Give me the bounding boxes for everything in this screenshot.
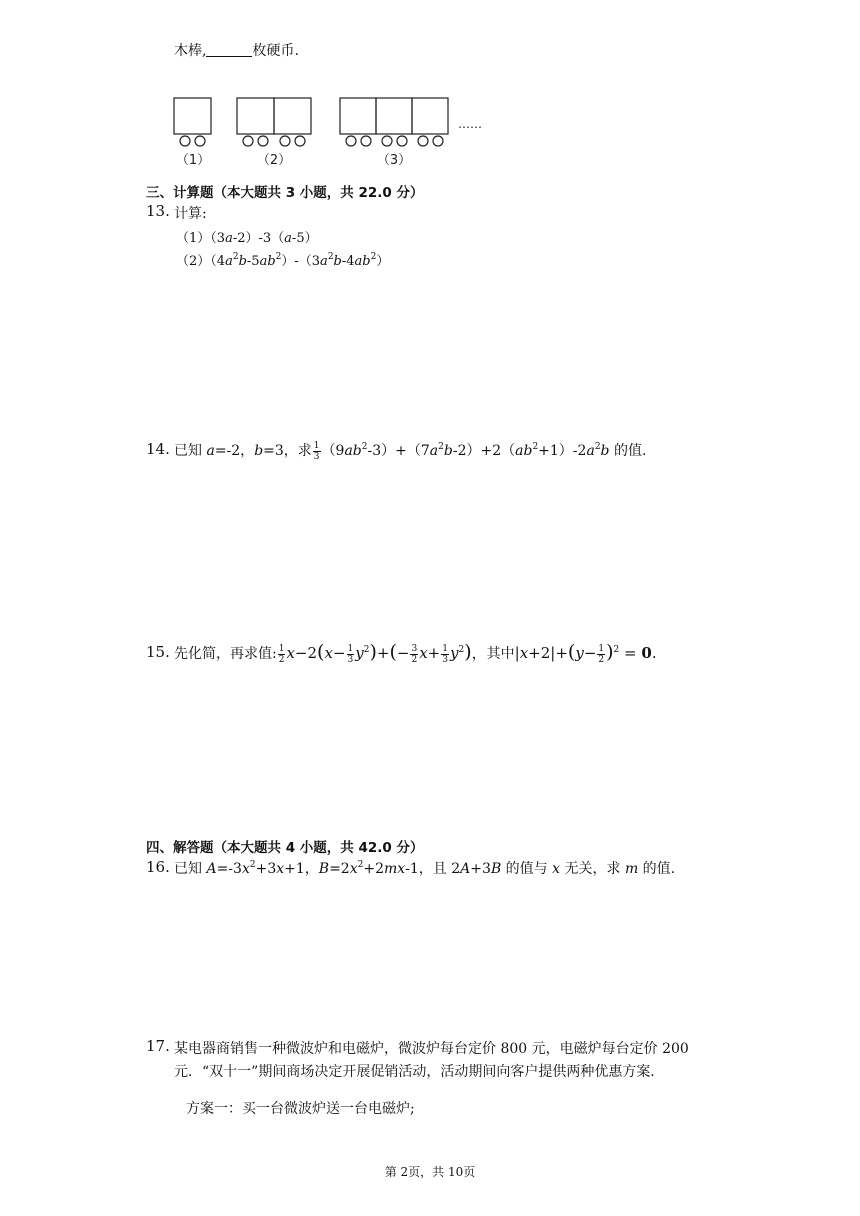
figure1-coin	[195, 136, 205, 146]
q15-statement	[174, 641, 657, 665]
figure2-coin	[280, 136, 290, 146]
q13-part1-expr: （3a-2）-3（a-5）	[210, 231, 318, 246]
q15-condition: |x+2|+(y− $\frac{1}{2}$ )$^2$ = 0.	[514, 641, 657, 665]
top-suffix: 枚硬币.	[252, 43, 299, 59]
q16-statement: 已知 $A=-3x^2+3x+1$，$B=2x^2+2mx-1$，且 2A+3B 的值与 x 无关，求 m 的值.	[174, 860, 676, 877]
q17-plan1: 方案一：买一台微波炉送一台电磁炉;	[186, 1101, 415, 1117]
q13-part1-label: （1）	[176, 231, 211, 246]
q17-number: 17.	[146, 1037, 170, 1055]
figure2-label: （2）	[256, 153, 292, 168]
figure3-label: （3）	[376, 153, 412, 168]
section3-title: 三、计算题（本大题共 3 小题，共 22.0 分）	[146, 185, 424, 201]
figure3-coin	[397, 136, 407, 146]
figure3-coin	[346, 136, 356, 146]
figure3-coin	[361, 136, 371, 146]
q13-intro: 计算:	[174, 206, 207, 222]
q16-number: 16.	[146, 858, 170, 876]
page-footer: 第 2页，共 10页	[384, 1165, 476, 1179]
q13-part2-label: （2）	[176, 254, 211, 269]
matchstick-coin-figure	[165, 92, 505, 172]
q17-line1: 某电器商销售一种微波炉和电磁炉，微波炉每台定价 800 元，电磁炉每台定价 200	[174, 1041, 689, 1057]
figure3-coin	[382, 136, 392, 146]
figure-ellipsis: ……	[458, 117, 482, 131]
top-prefix: 木棒,	[174, 43, 207, 59]
q15-where: 其中	[486, 646, 515, 662]
section4-title: 四、解答题（本大题共 4 小题，共 42.0 分）	[146, 840, 424, 856]
figure3-square	[412, 98, 448, 134]
q13-number: 13.	[146, 202, 170, 220]
q15-expression: $\frac{1}{2}$ x−2(x− $\frac{1}{3}$ $y^2)+(-$ $\frac{3}{2}$ x+ $\frac{1}{3}$ $y^2$)，	[278, 641, 487, 665]
q14-given: 已知 a=-2，b=3，求	[174, 443, 312, 459]
q15-number: 15.	[146, 643, 170, 661]
q14-expression: $(9ab^2-3)+(7a^2b-2)+2(ab^2+1)-2a^2b$	[321, 442, 610, 459]
figure2-coin	[295, 136, 305, 146]
figure3-coin	[433, 136, 443, 146]
q12-tail-line	[174, 40, 299, 60]
figure3-square	[376, 98, 412, 134]
q15-intro: 先化简，再求值:	[174, 646, 277, 662]
figure3-square	[340, 98, 376, 134]
q17-line2: 元．“双十一”期间商场决定开展促销活动，活动期间向客户提供两种优惠方案.	[174, 1064, 655, 1080]
figure1-square	[174, 98, 211, 134]
figure2-coin	[243, 136, 253, 146]
q14-tail: 的值.	[613, 443, 647, 459]
q14-fraction-one-third: $\frac{1}{3}$	[313, 440, 320, 462]
q14-number: 14.	[146, 440, 170, 458]
figure3-coin	[418, 136, 428, 146]
figure2-coin	[258, 136, 268, 146]
q14-statement	[174, 440, 646, 462]
figure2-square	[274, 98, 311, 134]
q13-part2	[176, 250, 389, 269]
figure1-coin	[180, 136, 190, 146]
answer-blank	[206, 42, 252, 57]
figure1-label: （1）	[175, 153, 211, 168]
q13-part1	[176, 227, 318, 246]
figure2-square	[237, 98, 274, 134]
q13-part2-expr: $(4a^2b-5ab^2)-(3a^2b-4ab^2)$	[210, 252, 390, 269]
